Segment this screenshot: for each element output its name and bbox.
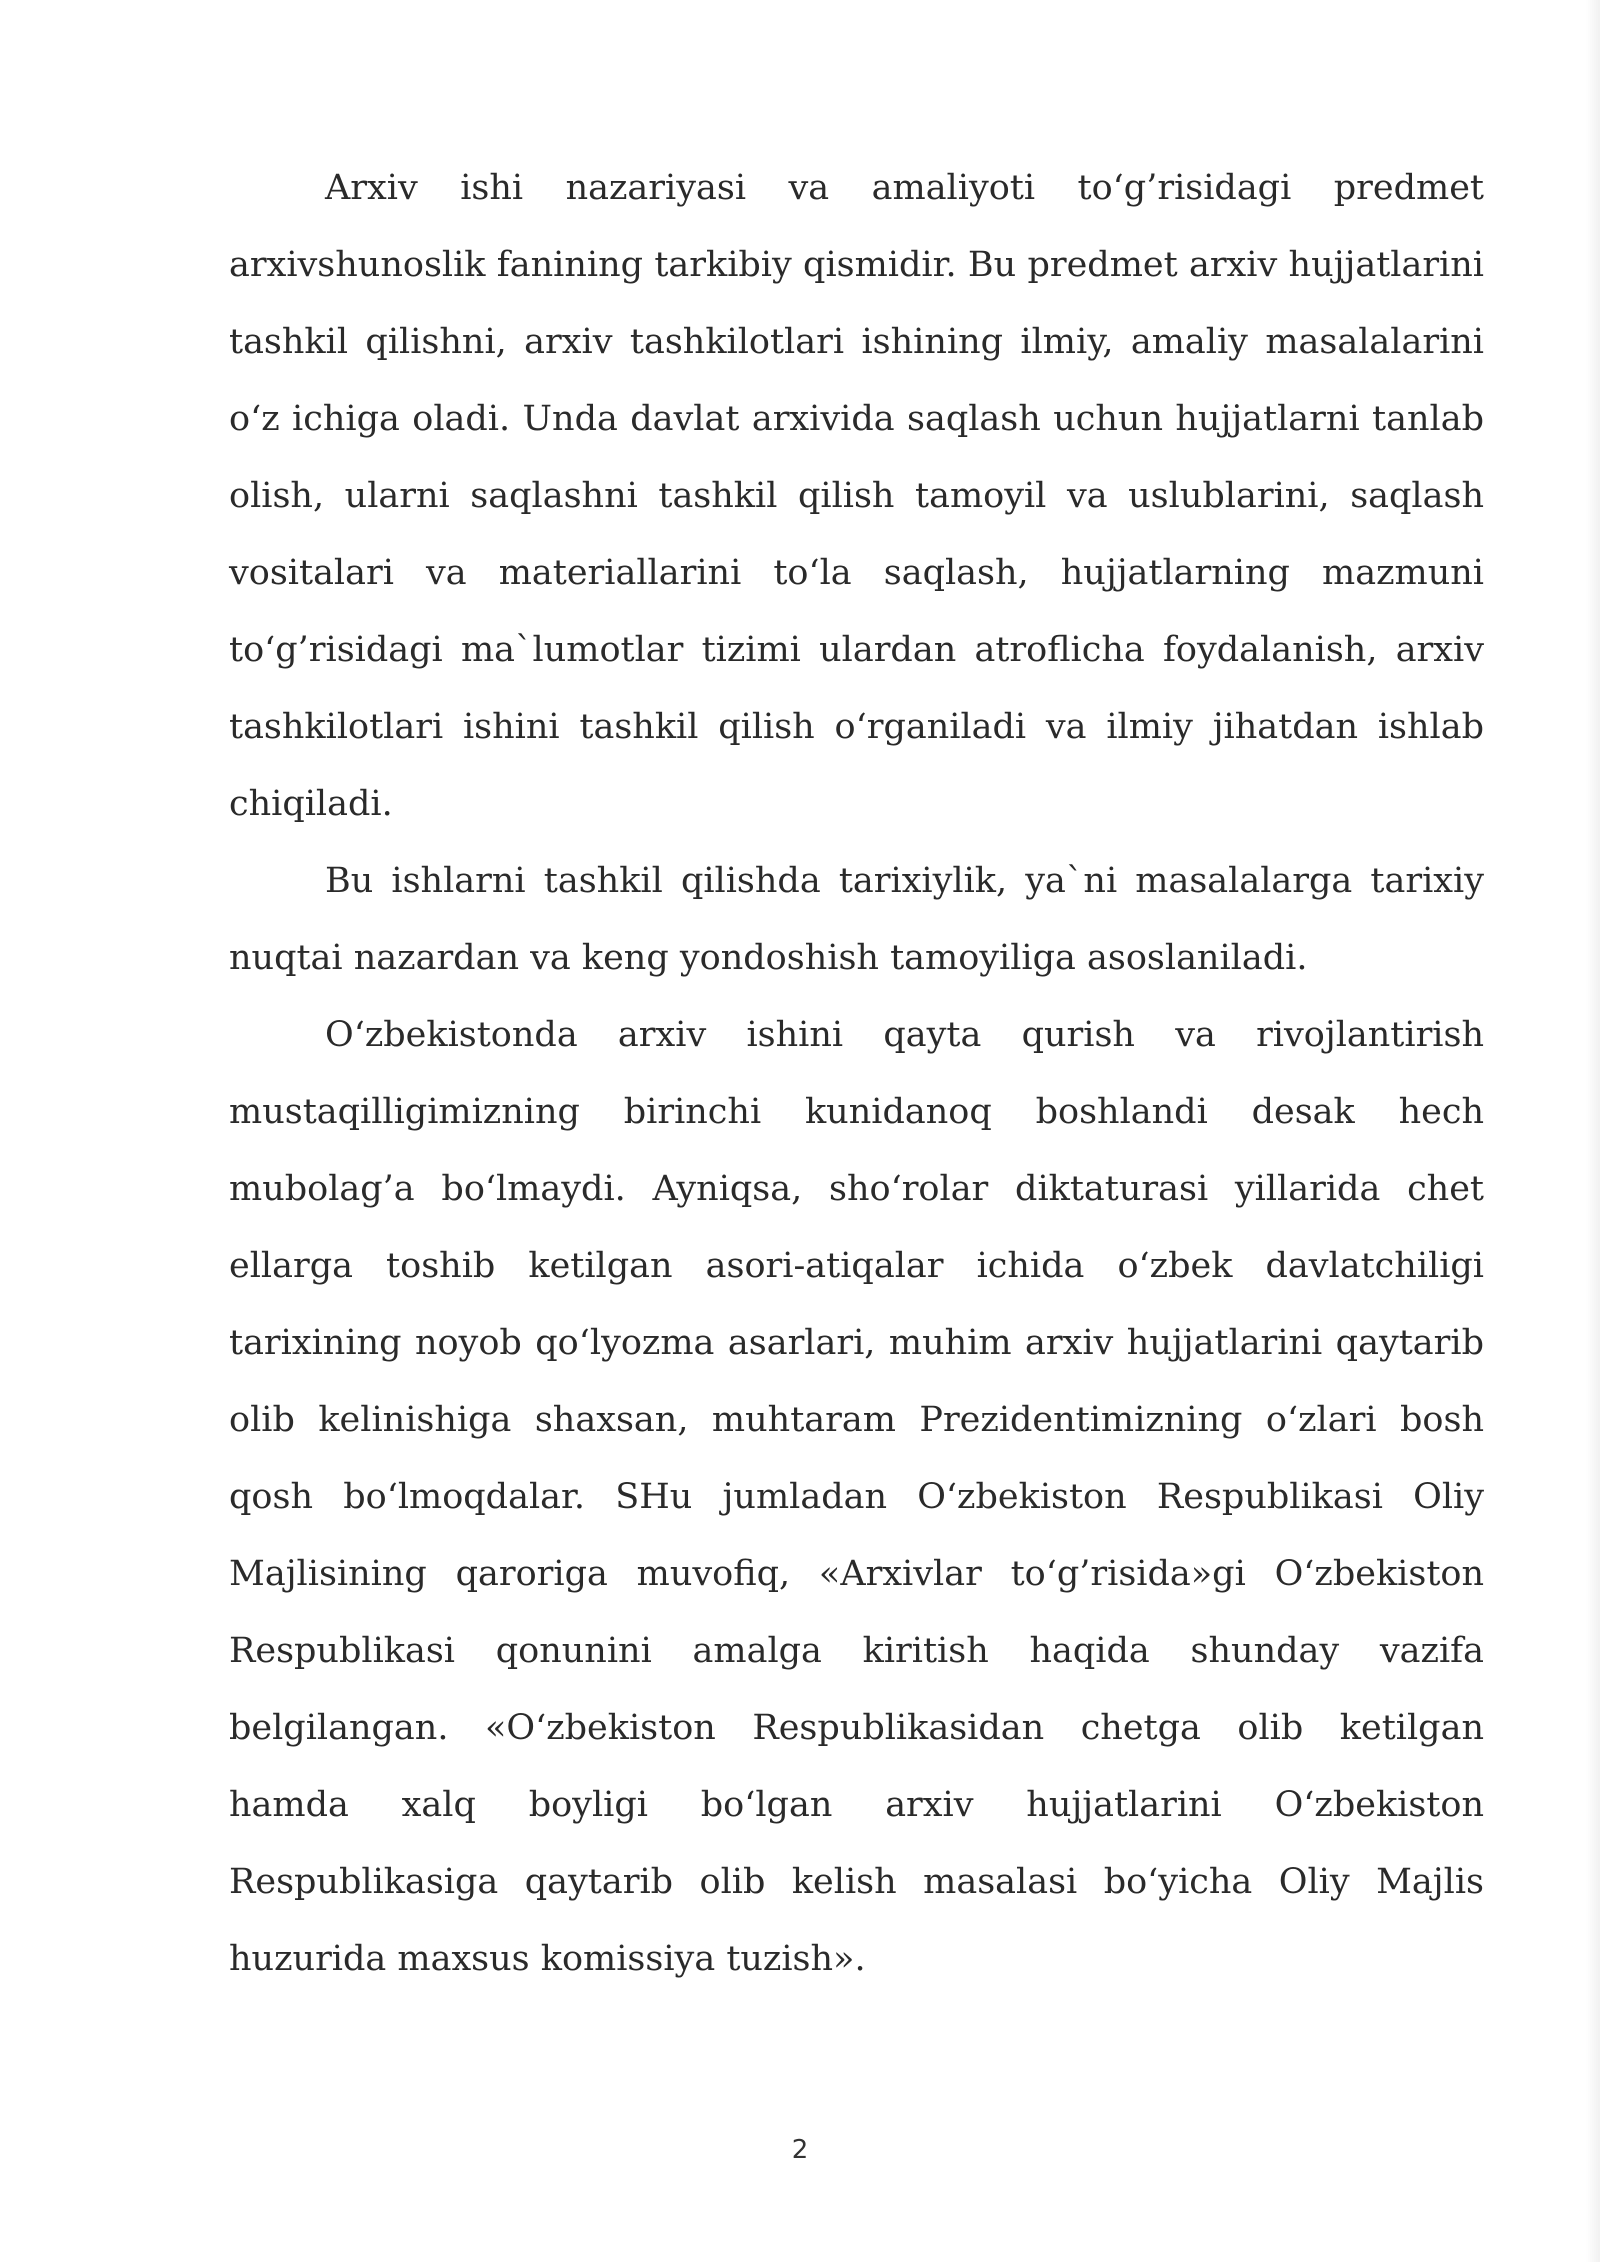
paragraph-archive-theory: Arxiv ishi nazariyasi va amaliyoti to‘g’risidagi predmet arxivshunoslik fanining tarkibiy qismidir. Bu predmet arxiv hujjatlarini tashkil qilishni, arxiv tashkilotlari ishining ilmiy, amaliy masalalarini o‘z ichiga oladi. Unda davlat arxivida saqlash uchun hujjatlarni tanlab olish, ularni saqlashni tashkil qilish tamoyil va uslublarini, saqlash vositalari va materiallarini to‘la saqlash, hujjatlarning mazmuni to‘g’risidagi ma`lumotlar tizimi ulardan atroflicha foydalanish, arxiv tashkilotlari ishini tashkil qilish o‘rganiladi va ilmiy jihatdan ishlab chiqiladi. <box>229 168 1484 824</box>
paragraph-historicity-principle: Bu ishlarni tashkil qilishda tarixiylik, ya`ni masalalarga tarixiy nuqtai nazardan va keng yondoshish tamoyiliga asoslaniladi. <box>229 861 1484 978</box>
paragraph-archive-development-uzbekistan: O‘zbekistonda arxiv ishini qayta qurish va rivojlantirish mustaqilligimizning birinchi kunidanoq boshlandi desak hech mubolag’a bo‘lmaydi. Ayniqsa, sho‘rolar diktaturasi yillarida chet ellarga toshib ketilgan asori-atiqalar ichida o‘zbek davlatchiligi tarixining noyob qo‘lyozma asarlari, muhim arxiv hujjatlarini qaytarib olib kelinishiga shaxsan, muhtaram Prezidentimizning o‘zlari bosh qosh bo‘lmoqdalar. SHu jumladan O‘zbekiston Respublikasi Oliy Majlisining qaroriga muvofiq, «Arxivlar to‘g’risida»gi O‘zbekiston Respublikasi qonunini amalga kiritish haqida shunday vazifa belgilangan. «O‘zbekiston Respublikasidan chetga olib ketilgan hamda xalq boyligi bo‘lgan arxiv hujjatlarini O‘zbekiston Respublikasiga qaytarib olib kelish masalasi bo‘yicha Oliy Majlis huzurida maxsus komissiya tuzish». <box>229 1015 1484 1979</box>
document-body <box>229 150 1484 1998</box>
page-number: 2 <box>791 2135 809 2165</box>
page-edge-shadow <box>1586 0 1600 2262</box>
